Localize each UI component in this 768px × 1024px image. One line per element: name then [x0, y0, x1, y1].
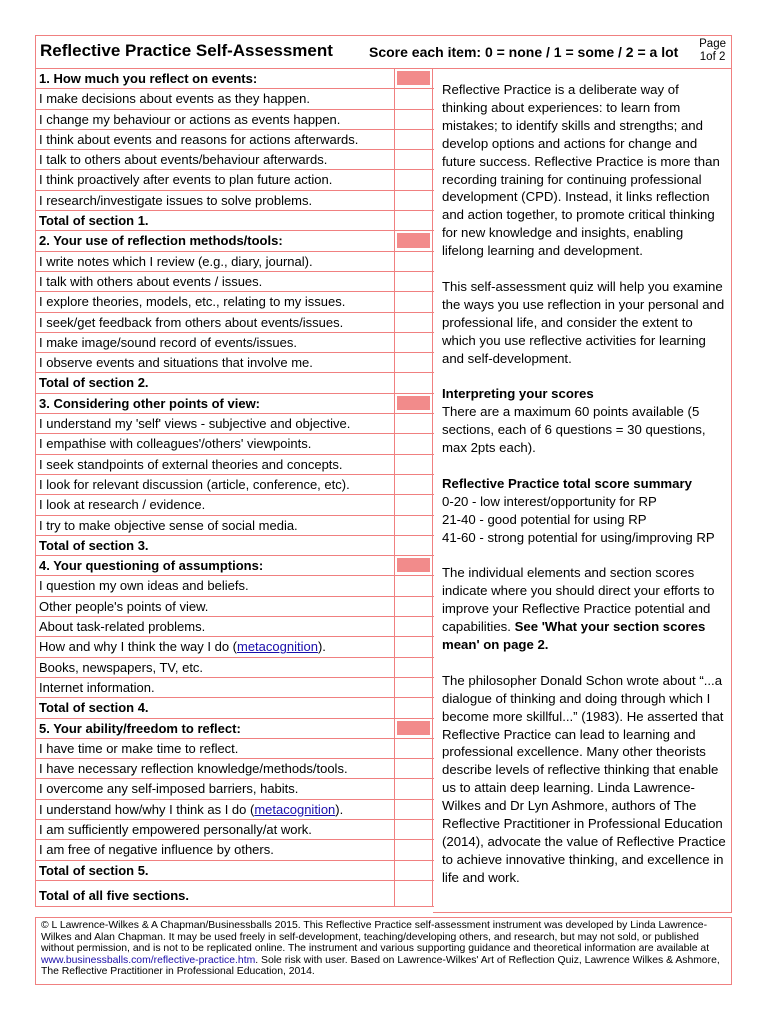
score-cell[interactable] [394, 820, 433, 839]
header-bar [35, 35, 732, 69]
question-row-label: Books, newspapers, TV, etc. [39, 659, 204, 675]
score-cell[interactable] [394, 739, 433, 758]
page-value: 1of 2 [699, 51, 726, 63]
section-score-header-cell [394, 556, 433, 575]
section-total-row-text [39, 538, 149, 553]
score-cell[interactable] [394, 495, 433, 514]
score-cell[interactable] [394, 516, 433, 535]
question-row-text [39, 274, 262, 289]
section-total-row [36, 861, 434, 881]
interpreting-scores [442, 385, 726, 457]
question-row-label: I have time or make time to reflect. [39, 740, 239, 756]
question-row-text [39, 741, 238, 756]
question-row-label: I empathise with colleagues'/others' viewpoints. [39, 436, 312, 452]
question-row [36, 739, 434, 759]
question-row-text [39, 842, 274, 857]
question-row-label: I look for relevant discussion (article, conference, etc). [39, 476, 350, 492]
score-cell[interactable] [394, 373, 433, 392]
question-row-label: I am free of negative influence by others. [39, 842, 274, 858]
question-row-text [39, 822, 312, 837]
page-title: Reflective Practice Self-Assessment [40, 41, 333, 60]
section-total-row-label: Total of section 4. [39, 700, 149, 716]
question-row [36, 150, 434, 170]
section-total-row-text [39, 213, 149, 228]
metacognition-link[interactable]: metacognition [254, 801, 336, 817]
score-cell[interactable] [394, 110, 433, 129]
question-row [36, 840, 434, 860]
score-cell[interactable] [394, 333, 433, 352]
question-row [36, 576, 434, 596]
question-row [36, 434, 434, 454]
score-cell[interactable] [394, 617, 433, 636]
score-cell[interactable] [394, 800, 433, 819]
section-total-row [36, 373, 434, 393]
score-cell[interactable] [394, 130, 433, 149]
question-row [36, 658, 434, 678]
question-row-text [39, 315, 343, 330]
question-row-label: I change my behaviour or actions as events happen. [39, 111, 341, 127]
link-suffix: ). [317, 639, 326, 655]
link-suffix: ). [335, 801, 344, 817]
question-row-label: I try to make objective sense of social media. [39, 517, 298, 533]
question-row-text [39, 355, 313, 370]
question-row-text [39, 193, 312, 208]
summary-line-1: 0-20 - low interest/opportunity for RP [442, 493, 657, 509]
score-cell[interactable] [394, 211, 433, 230]
question-row-text [39, 477, 350, 492]
question-row-label: I make image/sound record of events/issues. [39, 334, 297, 350]
section-total-row-label: Total of section 1. [39, 213, 149, 229]
question-row [36, 820, 434, 840]
question-row [36, 678, 434, 698]
section-total-row-text [39, 700, 149, 715]
businessballs-link[interactable]: www.businessballs.com/reflective-practice.htm [41, 954, 256, 966]
question-row-label: I research/investigate issues to solve problems. [39, 192, 313, 208]
summary-line-2: 21-40 - good potential for using RP [442, 511, 647, 527]
copyright-footer [35, 917, 732, 985]
question-row [36, 130, 434, 150]
score-cell[interactable] [394, 678, 433, 697]
section-heading [36, 231, 434, 251]
score-cell[interactable] [394, 576, 433, 595]
section-total-row [36, 536, 434, 556]
question-row [36, 170, 434, 190]
question-row-text [39, 172, 332, 187]
schon-paragraph: The philosopher Donald Schon wrote about “...a dialogue of thinking and doing through which I become more skillful...” (1983). He asserted that Reflective Practice can lead to learning and professional excellence. Many other theorists describe levels of reflective thinking that enable us to attain deep learning. Linda Lawrence-Wilkes and Dr Lyn Ashmore, authors of The Reflective Practitioner in Professional Education (2014), advocate the value of Reflective Practice to achieve innovative thinking, and excellence in life and work. [442, 672, 726, 885]
score-cell[interactable] [394, 272, 433, 291]
question-row [36, 272, 434, 292]
section-total-row-text [39, 863, 149, 878]
question-row-text [39, 518, 298, 533]
footer-text-b: . Sole risk with user. Based on Lawrence-Wilkes' Art of Reflection Quiz, Lawrence Wilkes & Ashmore, The Reflective Practitioner in Professional Education, 2014. [41, 954, 720, 978]
score-header-fill [397, 721, 430, 735]
section-heading-label: 1. How much you reflect on events: [39, 71, 258, 86]
section-heading-text [39, 396, 260, 411]
section-heading-text [39, 721, 241, 736]
question-row-text [39, 578, 249, 593]
footer-text-a: © L Lawrence-Wilkes & A Chapman/Businessballs 2015. This Reflective Practice self-assessment instrument was developed by Linda Lawrence-Wilkes and Alan Chapman. It may be used freely in self-development, teaching/developing others, and research, but may not sold, or published without permission, and is not to be replicated online. The instrument and various supporting guidance and theoretical information are available at [41, 920, 710, 955]
score-cell[interactable] [394, 861, 433, 880]
section-total-row-text [39, 375, 149, 390]
section-heading-label: 5. Your ability/freedom to reflect: [39, 720, 241, 736]
question-row-text [39, 294, 345, 309]
section-scores-text: The individual elements and section scores indicate where you should direct your efforts to improve your Reflective Practice potential and capabilities. [442, 565, 715, 635]
section-scores-see-page2: See 'What your section scores mean' on page 2. [442, 619, 706, 653]
question-row-text [39, 781, 298, 796]
section-heading [36, 719, 434, 739]
section-scores-paragraph [442, 564, 726, 654]
section-heading-label: 3. Considering other points of view: [39, 395, 261, 411]
score-cell[interactable] [394, 597, 433, 616]
section-score-header-cell [394, 394, 433, 413]
metacognition-link[interactable]: metacognition [236, 639, 318, 655]
question-row-text [39, 436, 311, 451]
score-cell[interactable] [394, 434, 433, 453]
question-row [36, 191, 434, 211]
question-row-label: I have necessary reflection knowledge/methods/tools. [39, 761, 348, 777]
question-row-label: I am sufficiently empowered personally/at work. [39, 821, 312, 837]
question-row-text [39, 132, 358, 147]
question-row [36, 516, 434, 536]
section-score-header-cell [394, 719, 433, 738]
page-indicator [699, 38, 726, 64]
question-row [36, 637, 434, 657]
question-row-text [39, 416, 350, 431]
score-header-fill [397, 396, 430, 410]
question-row-text [39, 802, 343, 817]
question-row-label: I write notes which I review (e.g., diary, journal). [39, 253, 313, 269]
question-row-label: I question my own ideas and beliefs. [39, 578, 249, 594]
question-row-text [39, 660, 203, 675]
question-row-label: I think about events and reasons for actions afterwards. [39, 131, 359, 147]
page-label: Page [699, 38, 726, 50]
question-row [36, 353, 434, 373]
question-row-label: I talk with others about events / issues. [39, 273, 263, 289]
section-heading [36, 69, 434, 89]
summary-heading: Reflective Practice total score summary [442, 475, 692, 491]
section-score-header-cell [394, 69, 433, 88]
question-row-label: About task-related problems. [39, 619, 206, 635]
question-row-text [39, 761, 348, 776]
question-row [36, 779, 434, 799]
question-row-label: I explore theories, models, etc., relating to my issues. [39, 294, 346, 310]
section-heading-text [39, 558, 263, 573]
score-cell[interactable] [394, 89, 433, 108]
question-row-text [39, 680, 155, 695]
score-cell[interactable] [394, 779, 433, 798]
score-cell[interactable] [394, 313, 433, 332]
question-row [36, 89, 434, 109]
question-row-text [39, 254, 313, 269]
question-row-text [39, 619, 205, 634]
score-cell[interactable] [394, 252, 433, 271]
score-cell[interactable] [394, 150, 433, 169]
grand-total-row [36, 881, 434, 907]
question-row-label: I seek/get feedback from others about events/issues. [39, 314, 344, 330]
section-heading-label: 4. Your questioning of assumptions: [39, 558, 264, 574]
section-score-header-cell [394, 231, 433, 250]
question-row-label: I seek standpoints of external theories and concepts. [39, 456, 343, 472]
question-row [36, 475, 434, 495]
question-row-label: I look at research / evidence. [39, 497, 206, 513]
question-row-label: How and why I think the way I do ( [39, 639, 237, 655]
section-heading [36, 556, 434, 576]
question-table [35, 69, 434, 907]
score-cell[interactable] [394, 881, 433, 906]
score-summary [442, 475, 726, 547]
question-row [36, 110, 434, 130]
question-row-label: I understand how/why I think as I do ( [39, 801, 255, 817]
section-total-row-label: Total of section 2. [39, 375, 149, 391]
section-total-row-label: Total of section 3. [39, 537, 149, 553]
section-heading-text [39, 71, 257, 86]
question-row [36, 800, 434, 820]
score-header-fill [397, 233, 430, 247]
question-row [36, 455, 434, 475]
interpreting-heading: Interpreting your scores [442, 386, 594, 402]
question-row-text [39, 112, 340, 127]
question-row-text [39, 457, 343, 472]
question-row-label: I make decisions about events as they happen. [39, 91, 311, 107]
question-row [36, 597, 434, 617]
section-total-row-label: Total of section 5. [39, 862, 149, 878]
question-row [36, 759, 434, 779]
score-cell[interactable] [394, 658, 433, 677]
question-row-text [39, 335, 297, 350]
question-row [36, 333, 434, 353]
section-heading-text [39, 233, 283, 248]
question-row [36, 414, 434, 434]
question-row-label: Other people's points of view. [39, 598, 209, 614]
score-cell[interactable] [394, 170, 433, 189]
question-row [36, 252, 434, 272]
question-row [36, 495, 434, 515]
score-cell[interactable] [394, 353, 433, 372]
question-row [36, 292, 434, 312]
score-cell[interactable] [394, 191, 433, 210]
info-panel [433, 69, 732, 913]
section-heading-label: 2. Your use of reflection methods/tools: [39, 233, 283, 249]
question-row-text [39, 91, 310, 106]
intro-paragraph: Reflective Practice is a deliberate way of thinking about experiences: to learn from mistakes; to identify skills and strengths; and develop options and actions for change and future success. Reflective Practice is more than recording training for continuing professional development (CPD). Instead, it links reflection and action together, to promote critical thinking for new knowledge and insights, enabling lifelong learning and development. [442, 82, 720, 259]
question-row-label: I talk to others about events/behaviour afterwards. [39, 152, 328, 168]
question-row-label: Internet information. [39, 679, 155, 695]
question-row-text [39, 639, 326, 654]
grand-total-row-text [39, 888, 189, 903]
score-cell[interactable] [394, 637, 433, 656]
score-cell[interactable] [394, 414, 433, 433]
score-instructions: Score each item: 0 = none / 1 = some / 2 = a lot [369, 44, 679, 60]
score-cell[interactable] [394, 536, 433, 555]
score-cell[interactable] [394, 759, 433, 778]
question-row [36, 617, 434, 637]
question-row-text [39, 152, 327, 167]
score-cell[interactable] [394, 475, 433, 494]
score-cell[interactable] [394, 455, 433, 474]
section-heading [36, 394, 434, 414]
score-cell[interactable] [394, 292, 433, 311]
score-cell[interactable] [394, 840, 433, 859]
assessment-page [35, 35, 732, 985]
quiz-purpose-paragraph: This self-assessment quiz will help you examine the ways you use reflection in your personal and professional life, and consider the extent to which you use reflective activities for learning and self-development. [442, 278, 725, 366]
section-total-row [36, 698, 434, 718]
question-row [36, 313, 434, 333]
question-row-label: I think proactively after events to plan future action. [39, 172, 333, 188]
interpreting-text: There are a maximum 60 points available (5 sections, each of 6 questions = 30 questions, max 2pts each). [442, 404, 706, 456]
question-row-label: I observe events and situations that involve me. [39, 355, 313, 371]
question-row-text [39, 497, 205, 512]
question-row-text [39, 599, 208, 614]
score-header-fill [397, 558, 430, 572]
question-row-label: I understand my 'self' views - subjective and objective. [39, 416, 351, 432]
summary-line-3: 41-60 - strong potential for using/improving RP [442, 529, 715, 545]
question-row-label: I overcome any self-imposed barriers, habits. [39, 781, 299, 797]
score-cell[interactable] [394, 698, 433, 717]
section-total-row [36, 211, 434, 231]
score-header-fill [397, 71, 430, 85]
grand-total-row-label: Total of all five sections. [39, 887, 190, 903]
